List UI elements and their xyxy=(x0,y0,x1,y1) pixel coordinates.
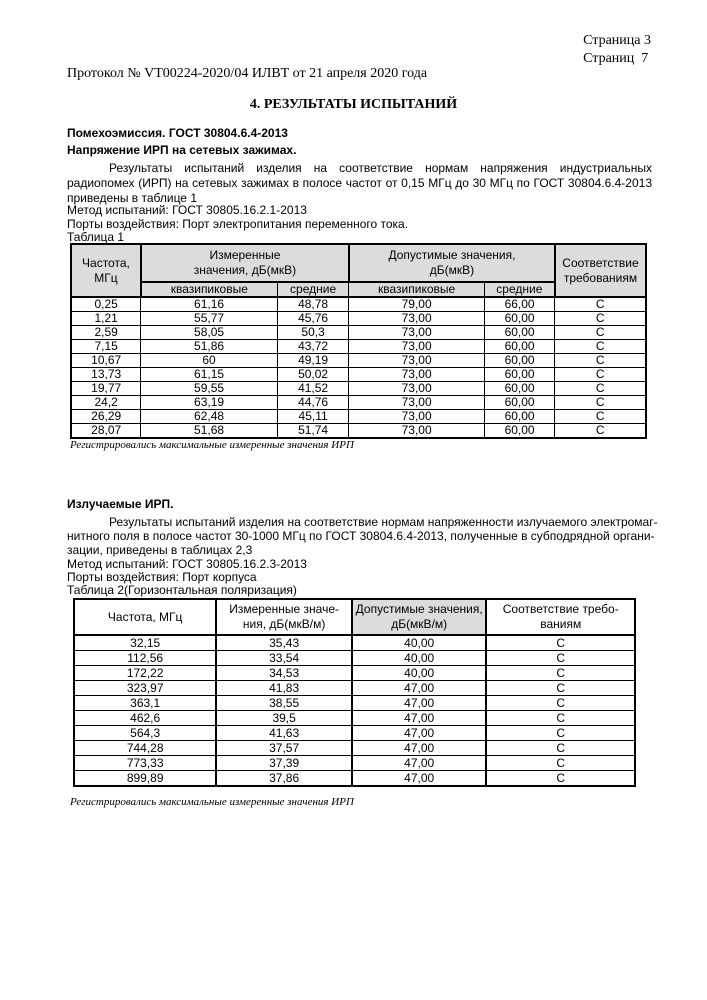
table1-row xyxy=(71,382,646,396)
table2-header-allowed xyxy=(352,599,487,635)
table1-subheader-qp-allowed: квазипиковые xyxy=(349,282,484,297)
table2-cell: 41,83 xyxy=(216,681,352,696)
table1-cell: 49,19 xyxy=(277,354,349,368)
emission-heading: Помехоэмиссия. ГОСТ 30804.6.4-2013 xyxy=(67,126,288,140)
table1-header-allowed: Допустимые значения, дБ(мкВ) xyxy=(349,244,555,282)
table1-subheader-avg-measured: средние xyxy=(277,282,349,297)
table1-cell: 45,11 xyxy=(277,410,349,424)
table1-cell: 19,77 xyxy=(71,382,141,396)
table1-row xyxy=(71,368,646,382)
table1-cell: 73,00 xyxy=(349,396,484,410)
page-number-block xyxy=(583,32,651,68)
radiated-paragraph-line2: нитного поля в полосе частот 30-1000 МГц по ГОСТ 30804.6.4-2013, полученные в субподрядной органи- xyxy=(67,529,655,543)
radiated-heading: Излучаемые ИРП. xyxy=(67,497,174,511)
table2-cell: 47,00 xyxy=(352,771,487,787)
table1-cell: 51,86 xyxy=(141,340,277,354)
table2-cell: С xyxy=(486,635,635,651)
emission-paragraph: Результаты испытаний изделия на соответствие нормам напряжения индустриальных радиопомех (ИРП) на сетевых зажимах в полосе частот от 0,15 МГц до 30 МГц по ГОСТ 30804.6.4-2013 приведены в таблице 1 xyxy=(67,161,652,205)
radiated-paragraph-line3: зации, приведены в таблицах 2,3 xyxy=(67,543,253,557)
table1-cell: 73,00 xyxy=(349,424,484,439)
section-title: 4. РЕЗУЛЬТАТЫ ИСПЫТАНИЙ xyxy=(249,97,458,112)
table1-cell: 48,78 xyxy=(277,297,349,312)
table1-cell: 10,67 xyxy=(71,354,141,368)
table1-cell: 62,48 xyxy=(141,410,277,424)
table1-cell: 43,72 xyxy=(277,340,349,354)
table2-row xyxy=(74,666,635,681)
table1-cell: 60,00 xyxy=(484,326,555,340)
table1-cell: 60,00 xyxy=(484,312,555,326)
table2-cell: С xyxy=(486,771,635,787)
table2-header-measured xyxy=(216,599,352,635)
table1-cell: 55,77 xyxy=(141,312,277,326)
table2-cell: 35,43 xyxy=(216,635,352,651)
table1-cell: 58,05 xyxy=(141,326,277,340)
table2-row xyxy=(74,651,635,666)
table1-cell: 73,00 xyxy=(349,326,484,340)
table1-cell: 7,15 xyxy=(71,340,141,354)
table1-cell: 2,59 xyxy=(71,326,141,340)
table1 xyxy=(70,243,647,439)
table1-cell: С xyxy=(555,340,646,354)
table2-cell: 33,54 xyxy=(216,651,352,666)
table2-cell: 34,53 xyxy=(216,666,352,681)
table1-row xyxy=(71,354,646,368)
table2-header-measured-line1: Измеренные значе- xyxy=(229,602,339,616)
table2-row xyxy=(74,756,635,771)
table1-row xyxy=(71,396,646,410)
table1-note: Регистрировались максимальные измеренные значения ИРП xyxy=(70,439,354,451)
table1-cell: 73,00 xyxy=(349,312,484,326)
table2-cell: 462,6 xyxy=(74,711,216,726)
table2-cell: С xyxy=(486,651,635,666)
table1-cell: 61,16 xyxy=(141,297,277,312)
table1-cell: 51,68 xyxy=(141,424,277,439)
table1-cell: 26,29 xyxy=(71,410,141,424)
table2-cell: 172,22 xyxy=(74,666,216,681)
table1-cell: 73,00 xyxy=(349,368,484,382)
table2-header-frequency: Частота, МГц xyxy=(74,599,216,635)
table2-cell: 37,57 xyxy=(216,741,352,756)
table1-cell: 73,00 xyxy=(349,410,484,424)
table2-cell: 47,00 xyxy=(352,681,487,696)
table1-cell: 28,07 xyxy=(71,424,141,439)
table2-cell: С xyxy=(486,696,635,711)
table1-caption: Таблица 1 xyxy=(67,230,125,244)
table1-row xyxy=(71,297,646,312)
table1-row xyxy=(71,326,646,340)
table2-row xyxy=(74,681,635,696)
table1-cell: 51,74 xyxy=(277,424,349,439)
table1-row xyxy=(71,410,646,424)
radiated-ports: Порты воздействия: Порт корпуса xyxy=(67,570,257,584)
table1-cell: 50,3 xyxy=(277,326,349,340)
protocol-title: Протокол № VT00224-2020/04 ИЛВТ от 21 апреля 2020 года xyxy=(67,66,428,81)
table2-cell: С xyxy=(486,726,635,741)
table1-cell: С xyxy=(555,396,646,410)
table2-cell: 363,1 xyxy=(74,696,216,711)
table2-cell: 47,00 xyxy=(352,696,487,711)
table2-cell: 47,00 xyxy=(352,741,487,756)
table2-cell: С xyxy=(486,711,635,726)
table1-cell: С xyxy=(555,312,646,326)
table1-cell: 44,76 xyxy=(277,396,349,410)
table2-row xyxy=(74,635,635,651)
table1-cell: 73,00 xyxy=(349,340,484,354)
table1-cell: 24,2 xyxy=(71,396,141,410)
table2-header-allowed-line2: дБ(мкВ/м) xyxy=(391,617,448,631)
table1-cell: С xyxy=(555,297,646,312)
table2-cell: 37,86 xyxy=(216,771,352,787)
emission-subheading: Напряжение ИРП на сетевых зажимах. xyxy=(67,143,297,157)
table2-cell: 323,97 xyxy=(74,681,216,696)
table2-header-measured-line2: ния, дБ(мкВ/м) xyxy=(242,617,326,631)
table1-cell: 60,00 xyxy=(484,340,555,354)
table1-cell: С xyxy=(555,382,646,396)
table1-cell: 0,25 xyxy=(71,297,141,312)
table2-cell: 564,3 xyxy=(74,726,216,741)
radiated-method: Метод испытаний: ГОСТ 30805.16.2.3-2013 xyxy=(67,557,307,571)
table1-cell: С xyxy=(555,354,646,368)
table2-cell: 47,00 xyxy=(352,756,487,771)
table1-cell: 1,21 xyxy=(71,312,141,326)
pages-total-label: Страниц 7 xyxy=(583,51,649,66)
table1-cell: 73,00 xyxy=(349,354,484,368)
table1-subheader-avg-allowed: средние xyxy=(484,282,555,297)
table2-cell: 41,63 xyxy=(216,726,352,741)
emission-method: Метод испытаний: ГОСТ 30805.16.2.1-2013 xyxy=(67,203,307,217)
table1-cell: 60,00 xyxy=(484,424,555,439)
table1-cell: С xyxy=(555,410,646,424)
table1-cell: 60 xyxy=(141,354,277,368)
table2-cell: С xyxy=(486,666,635,681)
table2-row xyxy=(74,771,635,787)
table1-cell: 60,00 xyxy=(484,410,555,424)
table2-row xyxy=(74,696,635,711)
table2-cell: 37,39 xyxy=(216,756,352,771)
table2-row xyxy=(74,726,635,741)
table2-row xyxy=(74,741,635,756)
table1-cell: 41,52 xyxy=(277,382,349,396)
table1-header-measured: Измеренные значения, дБ(мкВ) xyxy=(141,244,349,282)
table1-cell: 66,00 xyxy=(484,297,555,312)
table2-cell: 39,5 xyxy=(216,711,352,726)
table2-cell: 112,56 xyxy=(74,651,216,666)
table1-cell: 13,73 xyxy=(71,368,141,382)
table1-row xyxy=(71,424,646,439)
table2-cell: 773,33 xyxy=(74,756,216,771)
table2-cell: С xyxy=(486,756,635,771)
table2-cell: 47,00 xyxy=(352,726,487,741)
table2-cell: 32,15 xyxy=(74,635,216,651)
table2-note: Регистрировались максимальные измеренные значения ИРП xyxy=(70,796,354,808)
table1-header-conformity: Соответствие требованиям xyxy=(555,244,646,297)
table1-cell: 60,00 xyxy=(484,368,555,382)
table2-header-conformity xyxy=(486,599,635,635)
table2-cell: 40,00 xyxy=(352,666,487,681)
emission-ports: Порты воздействия: Порт электропитания переменного тока. xyxy=(67,217,409,231)
table1-cell: 63,19 xyxy=(141,396,277,410)
table2-cell: 40,00 xyxy=(352,651,487,666)
table2-row xyxy=(74,711,635,726)
table2-caption: Таблица 2(Горизонтальная поляризация) xyxy=(67,583,297,597)
table1-header-frequency: Частота, МГц xyxy=(71,244,141,297)
table2 xyxy=(73,598,636,787)
table1-cell: 60,00 xyxy=(484,354,555,368)
table1-row xyxy=(71,312,646,326)
table2-cell: 47,00 xyxy=(352,711,487,726)
table1-cell: С xyxy=(555,326,646,340)
table1-cell: 79,00 xyxy=(349,297,484,312)
table2-cell: С xyxy=(486,681,635,696)
table1-cell: 60,00 xyxy=(484,396,555,410)
radiated-paragraph-line1: Результаты испытаний изделия на соответствие нормам напряженности излучаемого электромаг- xyxy=(109,515,658,529)
table1-subheader-qp-measured: квазипиковые xyxy=(141,282,277,297)
table2-cell: 744,28 xyxy=(74,741,216,756)
table1-cell: 61,15 xyxy=(141,368,277,382)
table2-header-conformity-line2: ваниям xyxy=(540,617,582,631)
table1-cell: 45,76 xyxy=(277,312,349,326)
table1-cell: 73,00 xyxy=(349,382,484,396)
table1-cell: 50,02 xyxy=(277,368,349,382)
table2-cell: С xyxy=(486,741,635,756)
page-label: Страница 3 xyxy=(583,33,651,48)
table1-cell: С xyxy=(555,424,646,439)
table2-header-conformity-line1: Соответствие требо- xyxy=(502,602,619,616)
table1-row xyxy=(71,340,646,354)
table1-cell: 59,55 xyxy=(141,382,277,396)
table1-cell: С xyxy=(555,368,646,382)
table2-header-allowed-line1: Допустимые значения, xyxy=(355,602,483,616)
table2-cell: 899,89 xyxy=(74,771,216,787)
table2-cell: 40,00 xyxy=(352,635,487,651)
table2-cell: 38,55 xyxy=(216,696,352,711)
table1-cell: 60,00 xyxy=(484,382,555,396)
